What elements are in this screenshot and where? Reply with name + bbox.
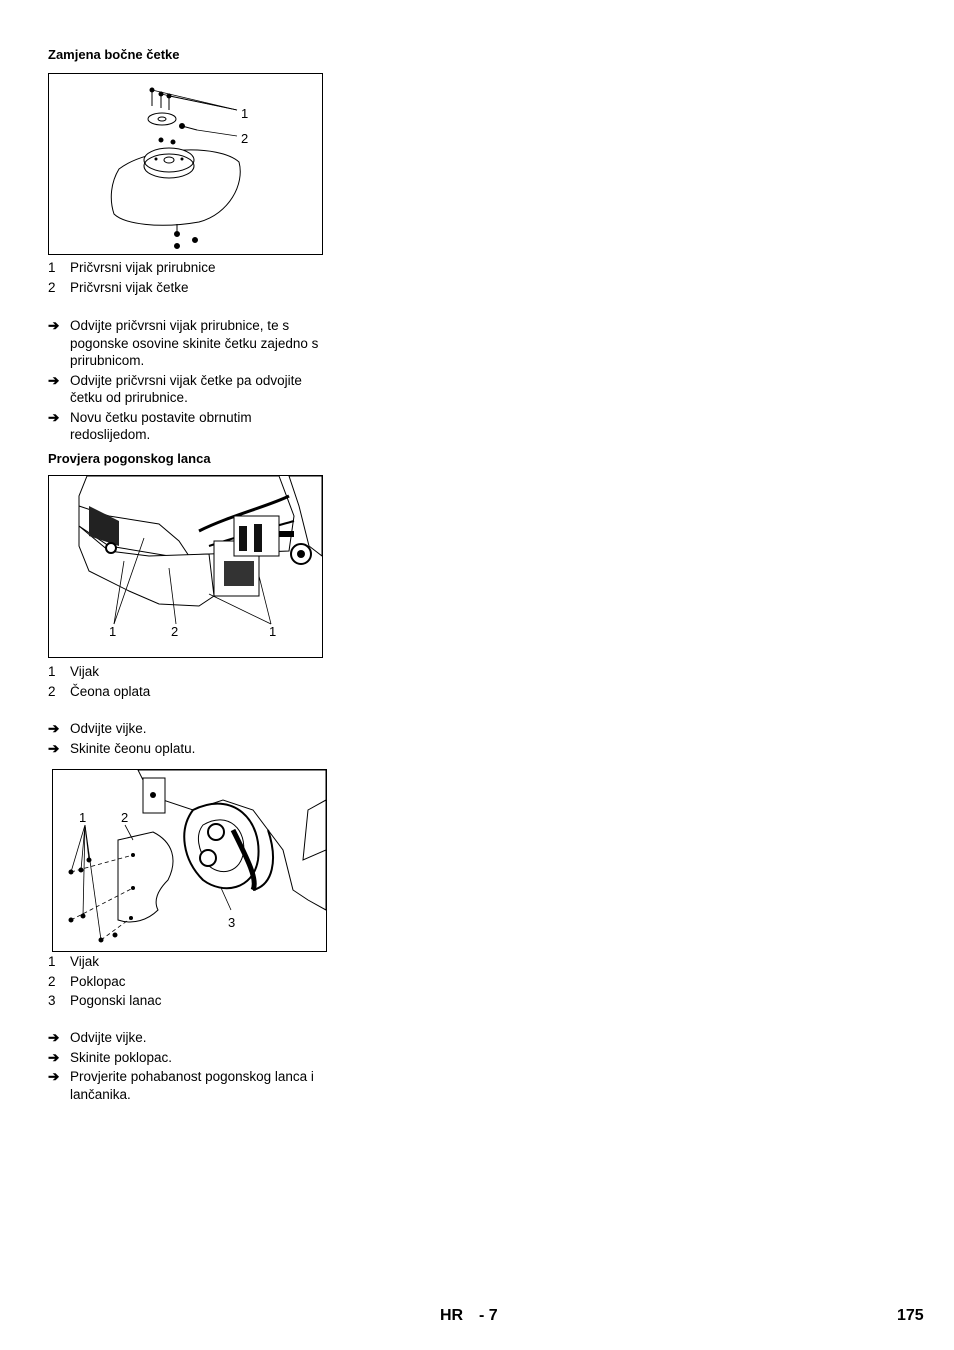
callout-2: 2 [241, 131, 249, 146]
step-item: ➔ Odvijte vijke. [48, 721, 147, 736]
callout-2: 2 [171, 624, 179, 639]
callout-2: 2 [121, 810, 129, 825]
step-item: ➔ Skinite čeonu oplatu. [48, 740, 196, 756]
step-item: ➔ Skinite poklopac. [48, 1049, 173, 1065]
step-item: ➔ Odvijte pričvrsni vijak četke pa odvojite četku od prirubnice. [48, 372, 302, 405]
heading-drive-chain: Provjera pogonskog lanca [48, 451, 211, 466]
heading-side-brush: Zamjena bočne četke [48, 47, 180, 62]
steps-front-panel [48, 720, 328, 759]
legend-item: 1 Pričvrsni vijak prirubnice [48, 260, 216, 275]
callout-3: 3 [228, 915, 236, 930]
callout-1: 1 [109, 624, 117, 639]
legend-side-brush [48, 260, 216, 299]
arrow-icon: ➔ [48, 1049, 60, 1065]
arrow-icon: ➔ [48, 318, 60, 333]
legend-chain-cover [48, 954, 162, 1013]
arrow-icon: ➔ [48, 740, 60, 756]
figure-chain-cover [52, 769, 327, 952]
step-item: ➔ Provjerite pohabanost pogonskog lanca i lančanika. [48, 1069, 314, 1102]
steps-chain-cover [48, 1029, 328, 1105]
legend-item: 2 Pričvrsni vijak četke [48, 279, 189, 295]
legend-item: 3 Pogonski lanac [48, 993, 162, 1008]
step-item: ➔ Odvijte pričvrsni vijak prirubnice, te s pogonske osovine skinite četku zajedno s prirubnicom. [48, 318, 319, 368]
footer-language: HR [440, 1307, 464, 1324]
callout-1: 1 [79, 810, 87, 825]
steps-side-brush [48, 317, 328, 446]
figure-side-brush [48, 73, 323, 255]
legend-item: 1 Vijak [48, 664, 100, 679]
legend-item: 2 Čeona oplata [48, 683, 151, 699]
arrow-icon: ➔ [48, 721, 60, 736]
figure-front-panel [48, 475, 323, 658]
step-item: ➔ Odvijte vijke. [48, 1030, 147, 1045]
callout-1: 1 [269, 624, 277, 639]
callout-1: 1 [241, 106, 249, 121]
legend-front-panel [48, 664, 150, 703]
legend-item: 1 Vijak [48, 954, 100, 969]
legend-item: 2 Poklopac [48, 973, 126, 989]
arrow-icon: ➔ [48, 409, 60, 425]
page-number: 175 [897, 1307, 924, 1324]
arrow-icon: ➔ [48, 1030, 60, 1045]
arrow-icon: ➔ [48, 1069, 60, 1084]
step-item: ➔ Novu četku postavite obrnutim redoslijedom. [48, 409, 252, 442]
footer-section: - 7 [479, 1307, 498, 1324]
arrow-icon: ➔ [48, 372, 60, 388]
